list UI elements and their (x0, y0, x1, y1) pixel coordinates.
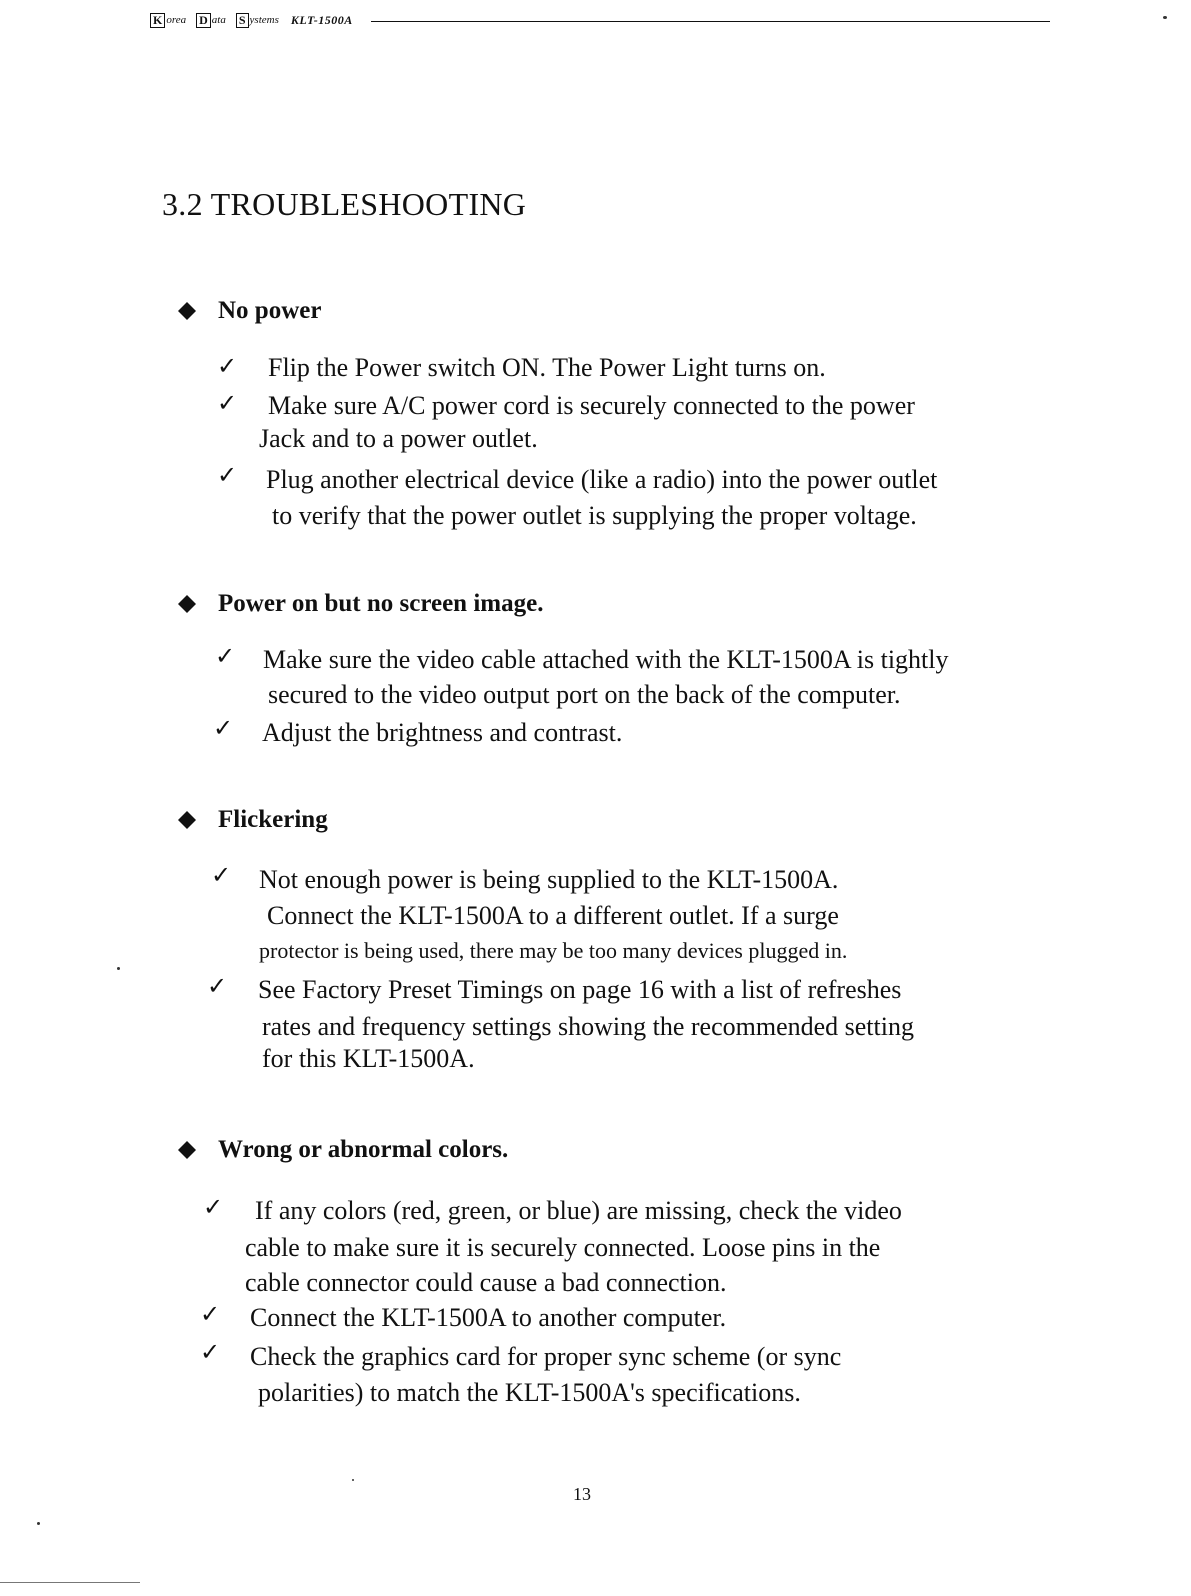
check-icon: ✓ (203, 1195, 224, 1221)
check-icon: ✓ (215, 644, 236, 670)
check-icon: ✓ (200, 1302, 221, 1328)
logo-word-2: ata (211, 14, 226, 26)
scan-speck (117, 967, 120, 970)
item-text: Not enough power is being supplied to the KLT-1500A. (259, 865, 839, 894)
item-text: Connect the KLT-1500A to another computer. (250, 1303, 727, 1332)
heading-flickering: Flickering (178, 806, 328, 834)
logo-letter-d: D (196, 13, 211, 28)
heading-no-power: No power (178, 297, 321, 325)
diamond-bullet-icon (178, 302, 196, 320)
item-text: Connect the KLT-1500A to a different outlet. If a surge (267, 901, 839, 930)
logo-word-3: ystems (249, 14, 279, 26)
check-icon: ✓ (213, 716, 234, 742)
item-text: Flip the Power switch ON. The Power Light turns on. (268, 353, 826, 382)
logo-letter-k: K (150, 13, 165, 28)
item-text: protector is being used, there may be too many devices plugged in. (259, 938, 848, 963)
item-text: to verify that the power outlet is supplying the proper voltage. (272, 501, 917, 530)
header-model: KLT-1500A (290, 12, 353, 27)
check-icon: ✓ (217, 354, 238, 380)
item-text: rates and frequency settings showing the recommended setting (262, 1012, 914, 1041)
header-rule (371, 21, 1050, 22)
scan-edge-line (0, 1582, 140, 1583)
item-text: See Factory Preset Timings on page 16 with a list of refreshes (258, 975, 902, 1004)
company-logo (150, 13, 285, 28)
scan-speck (37, 1522, 40, 1525)
check-icon: ✓ (217, 463, 238, 489)
check-icon: ✓ (211, 863, 232, 889)
scan-speck (1163, 16, 1167, 19)
diamond-bullet-icon (178, 595, 196, 613)
item-text: If any colors (red, green, or blue) are missing, check the video (255, 1196, 902, 1225)
item-text: cable to make sure it is securely connected. Loose pins in the (245, 1233, 881, 1262)
item-text: polarities) to match the KLT-1500A's specifications. (258, 1378, 801, 1407)
check-icon: ✓ (217, 391, 238, 417)
item-text: Adjust the brightness and contrast. (262, 718, 623, 747)
item-text: cable connector could cause a bad connection. (245, 1268, 727, 1297)
page-number: 13 (573, 1484, 591, 1504)
check-icon: ✓ (207, 974, 228, 1000)
item-text: secured to the video output port on the back of the computer. (268, 680, 901, 709)
heading-wrong-colors: Wrong or abnormal colors. (178, 1136, 508, 1164)
scan-speck (352, 1479, 354, 1481)
check-icon: ✓ (200, 1340, 221, 1366)
item-text: Plug another electrical device (like a radio) into the power outlet (266, 465, 938, 494)
item-text: Make sure the video cable attached with the KLT-1500A is tightly (263, 645, 949, 674)
diamond-bullet-icon (178, 811, 196, 829)
item-text: for this KLT-1500A. (262, 1044, 475, 1073)
page-header (150, 8, 1050, 32)
item-text: Make sure A/C power cord is securely connected to the power (268, 391, 915, 420)
section-title: 3.2 TROUBLESHOOTING (162, 186, 527, 222)
diamond-bullet-icon (178, 1141, 196, 1159)
heading-no-screen-image: Power on but no screen image. (178, 590, 543, 618)
item-text: Jack and to a power outlet. (259, 424, 538, 453)
logo-word-1: orea (166, 14, 187, 26)
logo-letter-s: S (236, 13, 249, 28)
item-text: Check the graphics card for proper sync scheme (or sync (250, 1342, 842, 1371)
